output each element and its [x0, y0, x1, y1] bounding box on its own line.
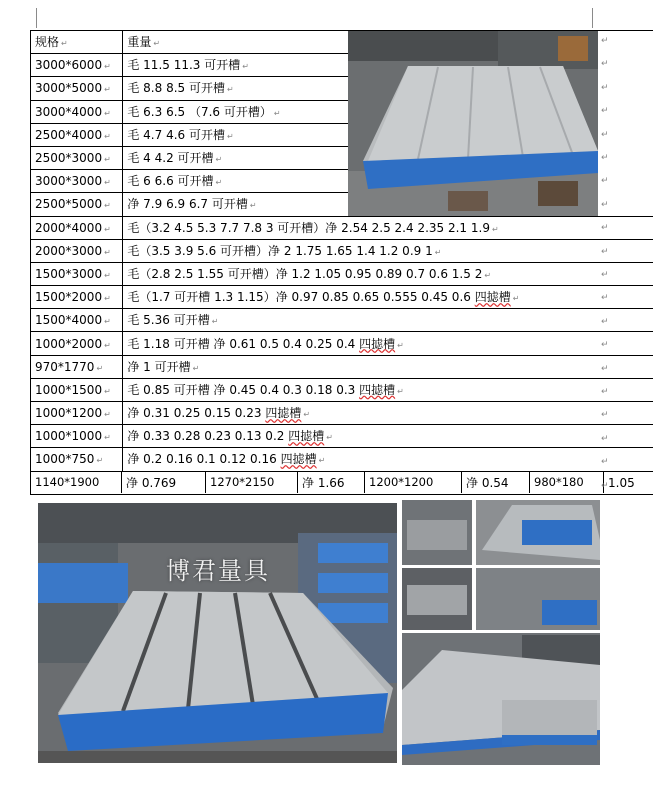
row-end-mark: ↵	[601, 106, 609, 117]
row-weight: 毛（3.5 3.9 5.6 可开槽）净 2 1.75 1.65 1.4 1.2 0.9 1 ↵	[123, 239, 653, 262]
row-size: 1500*4000 ↵	[31, 309, 123, 332]
row-end-mark: ↵	[601, 82, 609, 93]
row-end-mark: ↵	[601, 433, 609, 444]
row-size: 3000*4000 ↵	[31, 100, 123, 123]
row-weight-tail: 四摅槽	[359, 336, 396, 351]
product-photo-collage	[402, 500, 600, 765]
table-row	[31, 425, 653, 448]
table-row	[31, 448, 653, 471]
row-end-mark: ↵	[601, 270, 609, 280]
row-end-mark: ↵	[601, 129, 609, 140]
row-weight: 毛 0.85 可开槽 净 0.45 0.4 0.3 0.18 0.3 四摅槽 ↵	[123, 378, 653, 401]
row-end-mark: ↵	[601, 410, 609, 421]
row-weight: 净 7.9 6.9 6.7 可开槽 ↵	[123, 193, 380, 216]
row-end-mark: ↵	[601, 387, 609, 397]
row-weight: 净 1 可开槽 ↵	[123, 355, 653, 378]
row-weight-tail: 四摅槽	[288, 429, 325, 444]
row-weight-tail: 四摅槽	[265, 406, 302, 421]
row-weight: 净 0.33 0.28 0.23 0.13 0.2 四摅槽 ↵	[123, 425, 653, 448]
product-photo-top	[348, 31, 598, 216]
last-row-cell: 净 0.769	[122, 472, 206, 493]
row-end-mark: ↵	[601, 153, 609, 163]
row-size: 2500*3000 ↵	[31, 146, 123, 169]
row-end-mark: ↵	[601, 316, 609, 327]
row-end-mark: ↵	[601, 223, 609, 234]
row-weight: 毛 6 6.6 可开槽 ↵	[123, 170, 380, 193]
row-end-mark: ↵	[601, 59, 609, 70]
row-weight: 毛 6.3 6.5 （7.6 可开槽） ↵	[123, 100, 380, 123]
row-size: 1000*2000 ↵	[31, 332, 123, 355]
row-size: 1000*1200 ↵	[31, 402, 123, 425]
table-row	[31, 355, 653, 378]
table-row	[31, 309, 653, 332]
last-row-cell: 净 0.54	[462, 472, 530, 493]
row-size: 3000*3000 ↵	[31, 170, 123, 193]
last-row-cell: 1140*1900	[35, 474, 100, 489]
table-row	[31, 286, 653, 309]
last-row-cell: 1270*2150	[206, 472, 298, 493]
row-weight: 毛（1.7 可开槽 1.3 1.15）净 0.97 0.85 0.65 0.555 0.45 0.6 四摅槽 ↵	[123, 286, 653, 309]
table-row	[31, 402, 653, 425]
table-row	[31, 239, 653, 262]
table-row	[31, 378, 653, 401]
row-size: 970*1770 ↵	[31, 355, 123, 378]
table-row	[31, 216, 653, 239]
row-weight: 净 0.31 0.25 0.15 0.23 四摅槽 ↵	[123, 402, 653, 425]
row-end-mark: ↵	[601, 293, 609, 304]
header-size: 规格 ↵	[31, 31, 123, 54]
last-row-cell: 1200*1200	[365, 472, 462, 493]
table-row	[31, 332, 653, 355]
row-weight: 毛（2.8 2.5 1.55 可开槽）净 1.2 1.05 0.95 0.89 0.7 0.6 1.5 2 ↵	[123, 262, 653, 285]
row-size: 1000*1500 ↵	[31, 378, 123, 401]
row-weight-tail: 四摅槽	[280, 452, 317, 467]
crop-mark-left	[36, 8, 37, 28]
row-size: 2000*4000 ↵	[31, 216, 123, 239]
row-size: 2500*4000 ↵	[31, 123, 123, 146]
row-size: 3000*6000 ↵	[31, 54, 123, 77]
row-weight: 毛（3.2 4.5 5.3 7.7 7.8 3 可开槽）净 2.54 2.5 2.4 2.35 2.1 1.9 ↵	[123, 216, 653, 239]
row-size: 1500*3000 ↵	[31, 262, 123, 285]
row-size: 2000*3000 ↵	[31, 239, 123, 262]
row-weight: 毛 1.18 可开槽 净 0.61 0.5 0.4 0.25 0.4 四摅槽 ↵	[123, 332, 653, 355]
row-weight: 毛 4.7 4.6 可开槽 ↵	[123, 123, 380, 146]
table-row-last	[31, 471, 653, 494]
row-weight: 毛 5.36 可开槽 ↵	[123, 309, 653, 332]
table-row	[31, 262, 653, 285]
row-weight: 毛 8.8 8.5 可开槽 ↵	[123, 77, 380, 100]
row-end-mark: ↵	[601, 246, 609, 257]
row-weight-tail: 四摅槽	[359, 382, 396, 397]
row-end-mark: ↵	[601, 176, 609, 187]
row-weight: 毛 11.5 11.3 可开槽 ↵	[123, 54, 380, 77]
row-size: 2500*5000 ↵	[31, 193, 123, 216]
row-end-mark: ↵	[601, 199, 609, 210]
row-end-mark: ↵	[601, 363, 609, 374]
product-photo-bottom-left	[38, 503, 397, 763]
last-row-cell: 980*180	[530, 472, 604, 493]
row-size: 3000*5000 ↵	[31, 77, 123, 100]
row-end-mark: ↵	[601, 457, 609, 468]
header-weight: 重量 ↵	[123, 31, 380, 54]
last-row-cell: 1.05	[604, 472, 653, 493]
row-end-mark: ↵	[601, 480, 609, 491]
row-size: 1500*2000 ↵	[31, 286, 123, 309]
crop-mark-right	[592, 8, 593, 28]
row-end-mark: ↵	[601, 340, 609, 351]
row-size: 1000*1000 ↵	[31, 425, 123, 448]
row-end-mark: ↵	[601, 36, 609, 46]
row-weight-tail: 四摅槽	[474, 290, 511, 305]
photo-watermark: 博君量具	[166, 557, 270, 585]
row-weight: 净 0.2 0.16 0.1 0.12 0.16 四摅槽 ↵	[123, 448, 653, 471]
row-weight: 毛 4 4.2 可开槽 ↵	[123, 146, 380, 169]
last-row-cell: 净 1.66	[298, 472, 365, 493]
row-size: 1000*750 ↵	[31, 448, 123, 471]
